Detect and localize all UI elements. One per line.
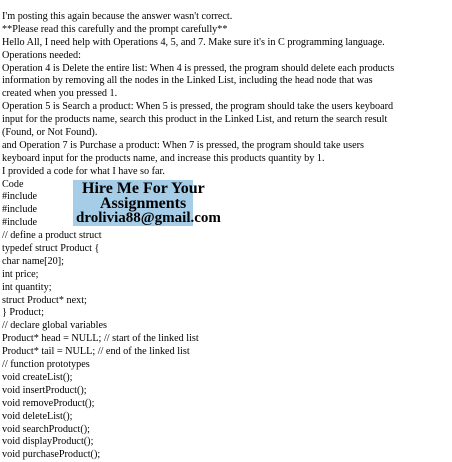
hire-me-watermark-banner <box>73 180 221 226</box>
code-line: char name[20]; <box>2 255 64 267</box>
text-line: information by removing all the nodes in the Linked List, including the head node that was <box>2 75 373 87</box>
text-line: Operation 4 is Delete the entire list: When 4 is pressed, the program should delete each products <box>2 62 395 74</box>
code-line: void searchProduct(); <box>2 423 90 435</box>
banner-line-2: Assignments <box>100 195 187 212</box>
code-line: } Product; <box>2 307 44 319</box>
text-line: Operations needed: <box>2 49 81 61</box>
text-line: Hello All, I need help with Operations 4, 5, and 7. Make sure it's in C programming language. <box>2 36 385 48</box>
text-line: created when you pressed 1. <box>2 88 118 100</box>
code-line: void deleteList(); <box>2 410 73 422</box>
text-line: input for the products name, search this product in the Linked List, and return the search result <box>2 114 388 126</box>
text-line: keyboard input for the products name, and increase this products quantity by 1. <box>2 152 325 164</box>
code-line: #include <box>2 191 38 203</box>
code-line: Product* tail = NULL; // end of the linked list <box>2 346 190 358</box>
text-line: **Please read this carefully and the prompt carefully** <box>2 23 228 35</box>
text-line: (Found, or Not Found). <box>2 127 98 139</box>
banner-email: drolivia88@gmail.com <box>76 210 221 226</box>
code-line: void displayProduct(); <box>2 436 94 448</box>
code-line: void createList(); <box>2 371 73 383</box>
code-line: Product* head = NULL; // start of the linked list <box>2 333 199 345</box>
code-line: void insertProduct(); <box>2 384 87 396</box>
code-line: int quantity; <box>2 281 52 293</box>
text-line: I'm posting this again because the answer wasn't correct. <box>2 11 233 22</box>
code-line: typedef struct Product { <box>2 243 100 255</box>
banner-line-1: Hire Me For Your <box>82 180 205 197</box>
code-line: int price; <box>2 268 39 280</box>
code-line: #include <box>2 204 38 216</box>
code-line: // function prototypes <box>2 359 90 371</box>
code-line: void removeProduct(); <box>2 397 95 409</box>
question-text <box>2 11 450 462</box>
text-line: Operation 5 is Search a product: When 5 is pressed, the program should take the users keyboard <box>2 101 394 113</box>
text-line: I provided a code for what I have so far. <box>2 165 165 177</box>
code-heading: Code <box>2 178 24 190</box>
code-line: // declare global variables <box>2 320 107 332</box>
text-line: and Operation 7 is Purchase a product: When 7 is pressed, the program should take users <box>2 139 364 151</box>
code-line: #include <box>2 217 38 229</box>
code-line: struct Product* next; <box>2 294 87 306</box>
code-line: void purchaseProduct(); <box>2 449 101 461</box>
code-line: // define a product struct <box>2 230 102 242</box>
